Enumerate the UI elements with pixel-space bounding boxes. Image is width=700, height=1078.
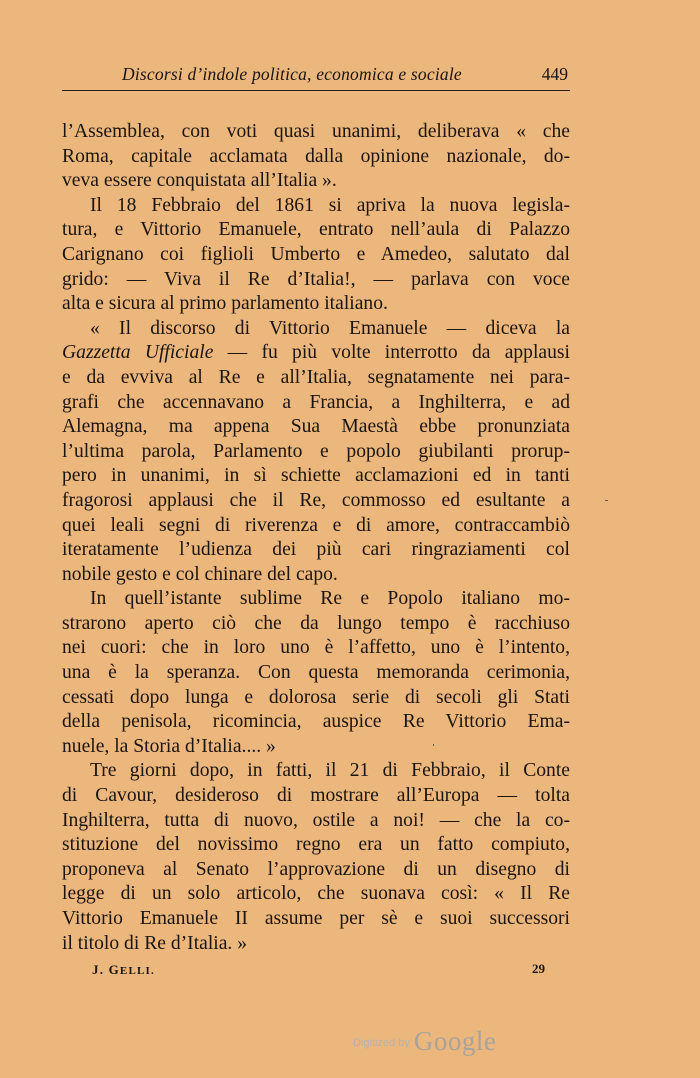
- text-line: Il 18 Febbraio del 1861 si apriva la nuova legisla-: [90, 194, 570, 216]
- google-logo: Google: [413, 1026, 497, 1056]
- paper-speck: [433, 744, 434, 746]
- text-line: tura, e Vittorio Emanuele, entrato nell’aula di Palazzo: [62, 219, 570, 241]
- text-line: legge di un solo articolo, che suonava così: « Il Re: [62, 883, 570, 905]
- text-line: Alemagna, ma appena Sua Maestà ebbe pronunziata: [62, 416, 570, 438]
- text-line: « Il discorso di Vittorio Emanuele — diceva la: [90, 317, 570, 339]
- text-line: fragorosi applausi che il Re, commosso ed esultante a: [62, 489, 570, 511]
- text-line: il titolo di Re d’Italia. »: [62, 932, 248, 954]
- text-line: proponeva al Senato l’approvazione di un disegno di: [62, 858, 570, 880]
- author-surname-small-caps: ELLI.: [119, 965, 155, 977]
- text-line-rest: — fu più volte interrotto da applausi: [213, 342, 570, 364]
- text-line: alta e sicura al primo parlamento italiano.: [62, 293, 388, 315]
- author-signature: [92, 962, 155, 978]
- text-line: l’ultima parola, Parlamento e popolo giubilanti prorup-: [62, 440, 570, 462]
- text-line: In quell’istante sublime Re e Popolo italiano mo-: [90, 588, 570, 610]
- text-line: di Cavour, desideroso di mostrare all’Europa — tolta: [62, 785, 570, 807]
- text-line: grido: — Viva il Re d’Italia!, — parlava con voce: [62, 268, 570, 290]
- text-line: Carignano coi figlioli Umberto e Amedeo, salutato dal: [62, 243, 570, 265]
- newspaper-title: Gazzetta Ufficiale: [62, 342, 214, 364]
- text-line: nei cuori: che in loro uno è l’affetto, uno è l’intento,: [62, 637, 570, 659]
- body-text: [62, 120, 570, 956]
- text-line: della penisola, ricomincia, auspice Re Vittorio Ema-: [62, 711, 570, 733]
- text-line: iteratamente l’udienza dei più cari ringraziamenti col: [62, 539, 570, 561]
- text-line: l’Assemblea, con voti quasi unanimi, deliberava « che: [62, 121, 570, 142]
- running-title: Discorsi d’indole politica, economica e sociale: [122, 64, 462, 84]
- running-head: [62, 62, 570, 91]
- text-line: Tre giorni dopo, in fatti, il 21 di Febbraio, il Conte: [90, 760, 570, 782]
- text-line: pero in unanimi, in sì schiette acclamazioni ed in tanti: [62, 465, 570, 487]
- paper-speck: [605, 500, 608, 501]
- text-line: nobile gesto e col chinare del capo.: [62, 563, 338, 585]
- page-number: 449: [541, 64, 568, 84]
- text-line: cessati dopo lunga e dolorosa serie di secoli gli Stati: [62, 686, 570, 708]
- text-line: Vittorio Emanuele II assume per sè e suoi successori: [62, 908, 570, 929]
- text-line-with-italic: [62, 341, 570, 366]
- text-line: quei leali segni di riverenza e di amore, contraccambiò: [62, 514, 570, 536]
- watermark-caption: Digitized by: [353, 1037, 410, 1049]
- text-line: strarono aperto ciò che da lungo tempo è racchiuso: [62, 612, 570, 634]
- digitized-watermark: [353, 1026, 496, 1057]
- text-line: nuele, la Storia d’Italia.... »: [62, 735, 276, 757]
- text-line: e da evviva al Re e all’Italia, segnatamente nei para-: [62, 366, 570, 388]
- text-line: Inghilterra, tutta di nuovo, ostile a noi! — che la co-: [62, 809, 570, 831]
- signature-mark: 29: [532, 961, 545, 976]
- author-initial: J. G: [92, 962, 120, 977]
- text-line: Roma, capitale acclamata dalla opinione nazionale, do-: [62, 145, 570, 167]
- text-line: veva essere conquistata all’Italia ».: [62, 170, 337, 192]
- text-line: grafi che accennavano a Francia, a Inghilterra, e ad: [62, 391, 570, 413]
- text-line: una è la speranza. Con questa memoranda cerimonia,: [62, 662, 570, 684]
- text-line: stituzione del novissimo regno era un fatto compiuto,: [62, 834, 570, 856]
